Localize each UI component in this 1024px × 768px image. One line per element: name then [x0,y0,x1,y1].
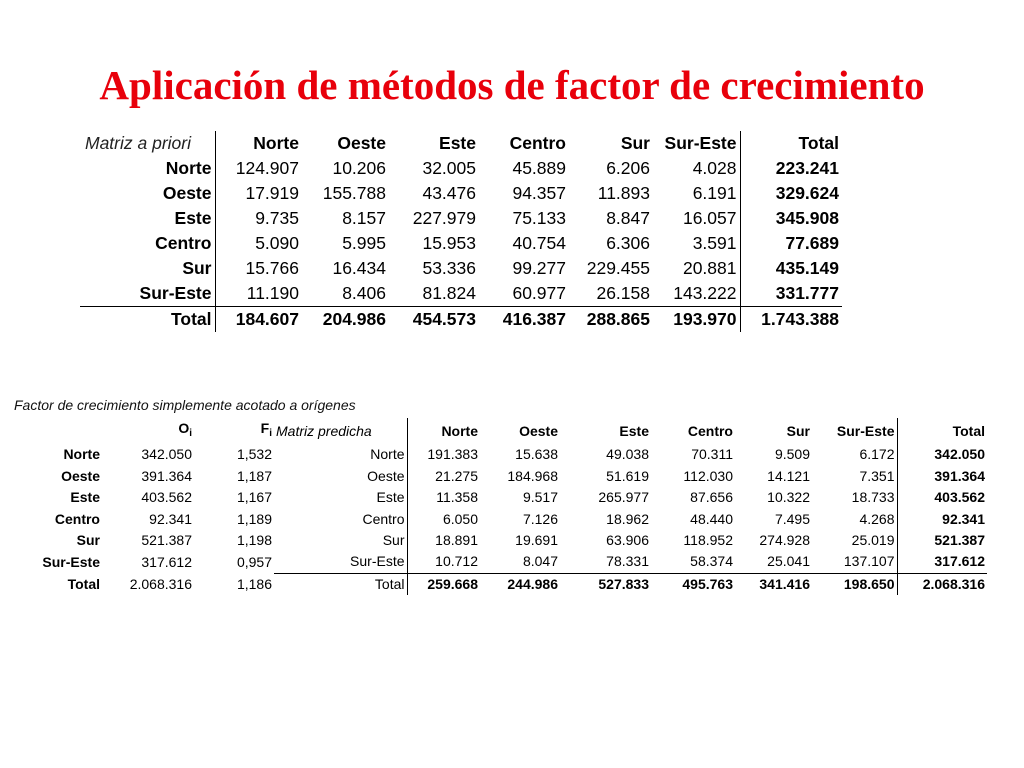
row-total-cell: 391.364 [934,467,985,484]
column-header: Sur-Este [812,418,897,444]
table-cell: 8.847 [606,208,650,228]
table-cell: 87.656 [690,489,733,506]
table-cell: 63.906 [606,532,649,549]
row-label: Oeste [61,467,100,484]
row-total-cell: 329.624 [775,183,839,203]
table-cell: 11.190 [246,283,299,303]
table-row [80,281,842,307]
row-total-cell: 345.908 [775,208,839,228]
row-total-cell: 317.612 [934,553,985,570]
table-cell: 18.891 [435,532,478,549]
empty-header [14,418,102,444]
table-cell: 8.406 [342,283,386,303]
total-cell: 184.607 [235,309,299,329]
origin-value: 391.364 [141,467,192,484]
column-header-total: Total [952,422,985,439]
table-cell: 6.172 [812,444,897,465]
table-row [80,231,842,256]
total-cell: 204.986 [322,309,386,329]
slide-title: Aplicación de métodos de factor de crecimiento [99,62,925,109]
table-cell: 227.979 [412,208,476,228]
row-label: Sur-Este [80,281,215,307]
predicted-row-label: Sur-Este [274,551,407,573]
table-cell: 16.434 [332,258,386,278]
table-cell: 25.041 [767,553,810,570]
column-header: Sur [620,133,650,153]
origin-value: 403.562 [141,489,192,506]
predicted-row-label: Centro [274,509,407,530]
table-cell: 40.754 [512,233,566,253]
table-cell: 15.638 [515,446,558,463]
total-cell: 416.387 [502,309,566,329]
origin-value: 92.341 [149,510,192,527]
growth-factor-title: Factor de crecimiento simplemente acotado a orígenes [14,397,356,413]
table-header-row [80,131,842,156]
table-cell: 137.107 [812,551,897,573]
table-cell: 229.455 [586,258,650,278]
table-cell: 143.222 [653,281,740,307]
row-label: Norte [80,156,215,181]
table-cell: 32.005 [422,158,476,178]
table-cell: 118.952 [683,532,733,549]
table-cell: 191.383 [427,446,478,463]
grand-total-cell: 1.743.388 [761,309,839,329]
row-label: Oeste [80,181,215,206]
table-cell: 8.157 [342,208,386,228]
table-row [80,256,842,281]
table-cell: 527.833 [560,573,651,595]
table-cell: 15.766 [245,258,299,278]
table-cell: 259.668 [407,573,480,595]
table-cell: 10.206 [332,158,386,178]
table-cell: 25.019 [812,530,897,551]
row-label: Sur-Este [42,553,100,570]
row-label: Total [80,307,215,333]
column-header: Centro [687,422,733,439]
total-row [80,307,842,333]
table-cell: 26.158 [596,283,650,303]
table-cell: 274.928 [759,532,810,549]
table-cell: 5.090 [255,233,299,253]
factor-value: 0,957 [236,553,272,570]
table-cell: 15.953 [422,233,476,253]
table-cell: 495.763 [651,573,735,595]
row-total-cell: 403.562 [934,489,985,506]
row-total-cell: 223.241 [775,158,839,178]
table-cell: 6.306 [606,233,650,253]
growth-factor-body [14,444,987,595]
table-row [80,181,842,206]
column-header: Norte [253,133,299,153]
row-label: Sur [80,256,215,281]
table-cell: 53.336 [422,258,476,278]
origins-header: $O_i$ [178,420,192,439]
table-cell: 11.358 [436,489,478,506]
table-row [14,551,987,573]
table-cell: 244.986 [480,573,560,595]
predicted-matrix-corner-label: Matriz predicha [274,418,407,444]
table-cell: 81.824 [422,283,476,303]
growth-factor-table [14,418,987,595]
table-cell: 60.977 [512,283,566,303]
row-label: Este [70,489,100,506]
row-total-cell: 435.149 [775,258,839,278]
row-total-cell: 77.689 [785,233,839,253]
predicted-row-label: Norte [274,444,407,465]
origin-value: 317.612 [141,553,192,570]
table-row [14,487,987,508]
factor-value: 1,189 [236,510,272,527]
a-priori-matrix-table [80,131,842,332]
table-cell: 58.374 [690,553,733,570]
factor-value: 1,532 [236,446,272,463]
table-cell: 6.206 [606,158,650,178]
table-cell: 9.735 [255,208,299,228]
table-cell: 7.495 [774,510,810,527]
origin-value: 2.068.316 [129,575,192,592]
table-cell: 51.619 [606,467,649,484]
table-cell: 11.893 [597,183,650,203]
row-total-cell: 342.050 [934,446,985,463]
table-cell: 6.191 [653,181,740,206]
table-cell: 20.881 [653,256,740,281]
table-cell: 265.977 [598,489,649,506]
table-cell: 14.121 [767,467,810,484]
row-label: Norte [63,446,100,463]
table-cell: 16.057 [653,206,740,231]
predicted-row-label: Oeste [274,466,407,487]
table-cell: 9.517 [522,489,558,506]
table-row [14,444,987,465]
table-cell: 3.591 [653,231,740,256]
row-label: Centro [80,231,215,256]
table-cell: 155.788 [322,183,386,203]
table-row [14,509,987,530]
table-cell: 4.268 [812,509,897,530]
total-cell: 454.573 [412,309,476,329]
table-cell: 9.509 [774,446,810,463]
column-header: Oeste [519,422,558,439]
row-label: Centro [54,510,100,527]
column-header: Sur-Este [653,131,740,156]
factor-header: $F_i$ [260,420,272,439]
predicted-row-label: Sur [274,530,407,551]
row-label: Total [67,575,100,592]
table-cell: 10.322 [767,489,810,506]
predicted-row-label: Total [274,573,407,595]
origin-value: 342.050 [141,446,192,463]
row-total-cell: 92.341 [942,510,985,527]
table-cell: 7.351 [812,466,897,487]
table-row [14,466,987,487]
table-row [80,206,842,231]
factor-value: 1,187 [236,467,272,484]
table-cell: 198.650 [812,573,897,595]
table-cell: 17.919 [245,183,299,203]
table-cell: 49.038 [606,446,649,463]
table-cell: 19.691 [515,532,558,549]
a-priori-body [80,156,842,307]
table-cell: 341.416 [735,573,812,595]
row-total-cell: 331.777 [775,283,839,303]
table-cell: 18.733 [812,487,897,508]
table-cell: 6.050 [442,510,478,527]
table-cell: 5.995 [342,233,386,253]
row-label: Sur [76,532,100,549]
table-header-row [14,418,987,444]
table-cell: 4.028 [653,156,740,181]
row-label: Este [80,206,215,231]
table-cell: 124.907 [235,158,299,178]
table-cell: 99.277 [512,258,566,278]
factor-value: 1,186 [236,575,272,592]
table-cell: 18.962 [606,510,649,527]
column-header: Norte [441,422,478,439]
table-row [80,156,842,181]
table-cell: 10.712 [435,553,478,570]
column-header: Este [619,422,649,439]
row-total-cell: 2.068.316 [897,573,987,595]
row-total-cell: 521.387 [934,532,985,549]
total-row [14,573,987,595]
table-cell: 21.275 [435,467,478,484]
predicted-row-label: Este [274,487,407,508]
column-header: Oeste [337,133,386,153]
table-cell: 78.331 [606,553,649,570]
origin-value: 521.387 [141,532,192,549]
total-cell: 288.865 [586,309,650,329]
table-cell: 48.440 [690,510,733,527]
factor-value: 1,167 [236,489,272,506]
table-cell: 112.030 [683,467,733,484]
column-header: Sur [786,422,810,439]
table-cell: 70.311 [691,446,733,463]
table-cell: 8.047 [522,553,558,570]
table-cell: 75.133 [512,208,566,228]
table-cell: 7.126 [522,510,558,527]
table-cell: 94.357 [512,183,566,203]
column-header: Centro [509,133,566,153]
table-row [14,530,987,551]
column-header-total: Total [798,133,839,153]
factor-value: 1,198 [236,532,272,549]
matrix-corner-label: Matriz a priori [80,131,215,156]
table-cell: 184.968 [507,467,558,484]
column-header: Este [439,133,476,153]
total-cell: 193.970 [653,307,740,333]
table-cell: 45.889 [512,158,566,178]
table-cell: 43.476 [422,183,476,203]
